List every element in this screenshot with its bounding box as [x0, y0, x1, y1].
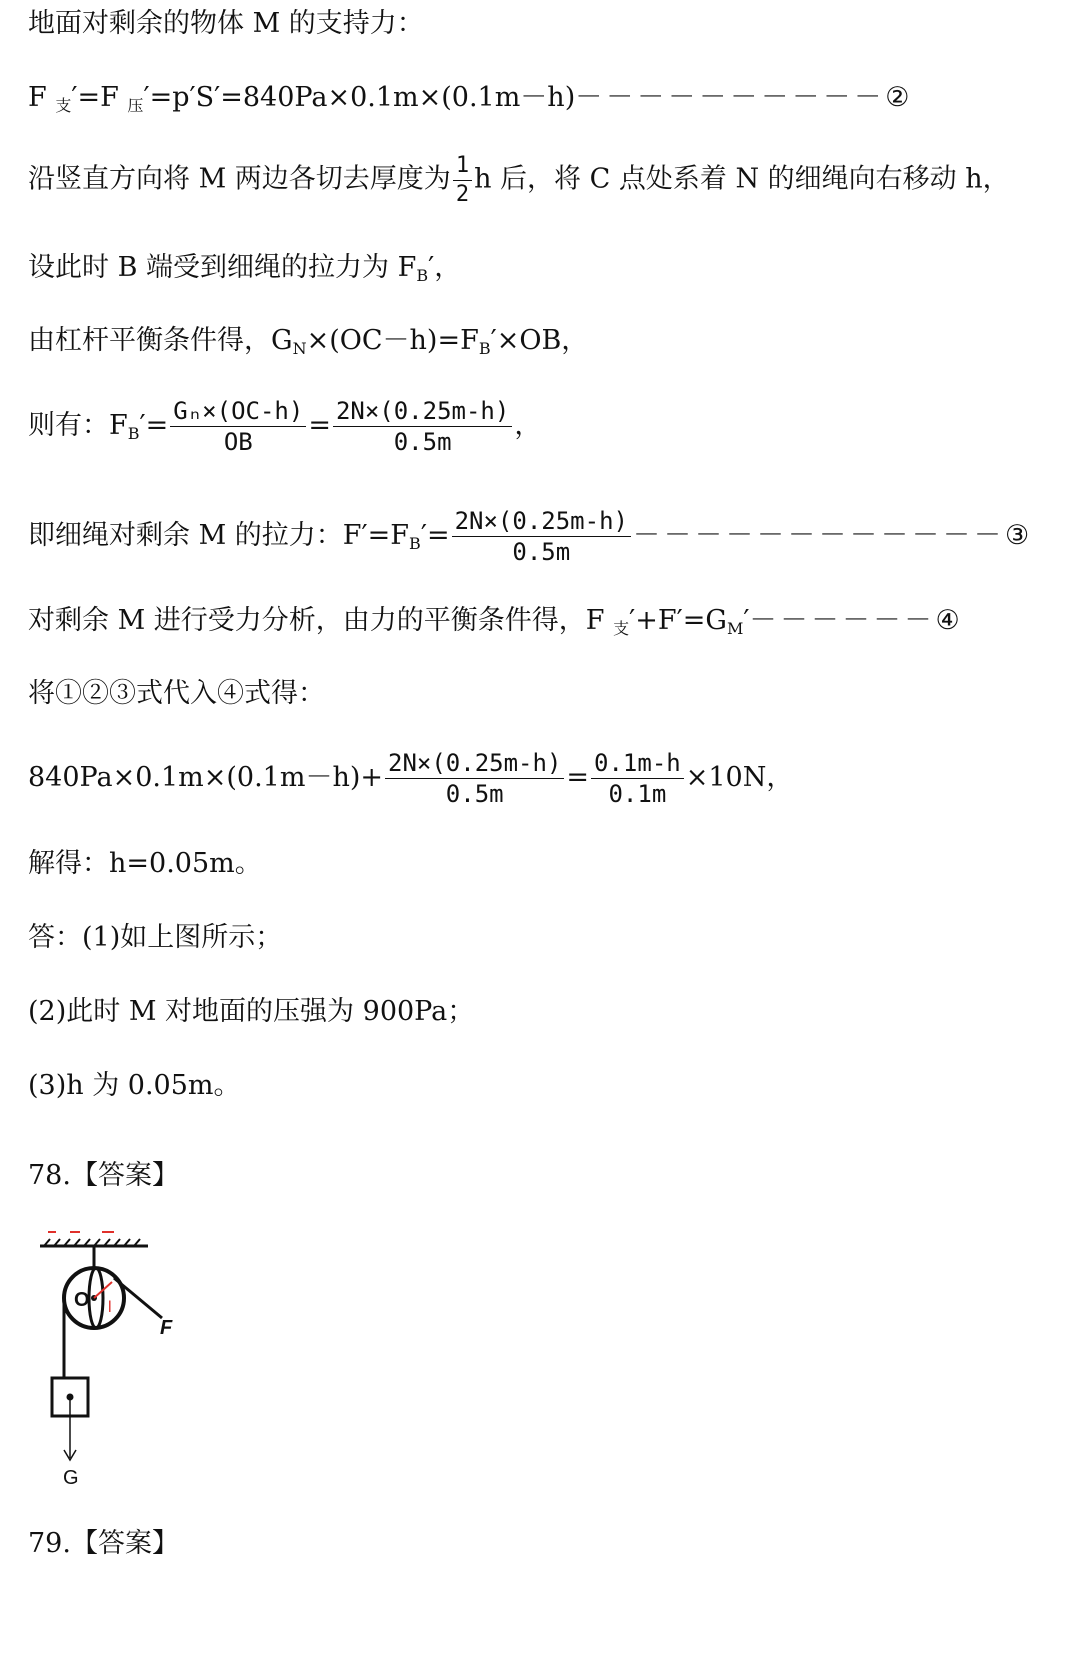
- lever-sub-n: N: [292, 339, 307, 358]
- eq4-number: ④: [935, 605, 960, 636]
- equation-2: [28, 82, 909, 115]
- eq3-number: ③: [1004, 520, 1030, 551]
- label-o: O: [74, 1289, 90, 1311]
- eq3-sub-b: B: [409, 534, 421, 553]
- eq4-part-b: ′+F′=G: [629, 605, 727, 636]
- eq4-sub-zhi: 支: [613, 619, 630, 638]
- eq4-part-c: ′: [743, 605, 750, 636]
- eq2-sub-ya: 压: [127, 96, 144, 115]
- fraction-half: [453, 152, 472, 208]
- label-l: l: [108, 1299, 112, 1316]
- pulley-diagram: [30, 1222, 200, 1492]
- fbeq-part-b: ′=: [139, 410, 169, 441]
- eq2-part-a: F: [28, 82, 56, 113]
- fraction-comb-1: [385, 748, 564, 809]
- eq4-dashes: －－－－－－: [749, 605, 936, 636]
- fraction-half-den: 2: [455, 181, 470, 207]
- fraction-eq3-den: 0.5m: [512, 538, 571, 566]
- comb-equals: =: [566, 762, 590, 793]
- eq4-sub-m: M: [726, 619, 744, 638]
- lever-part-b: ×(OC－h)=F: [306, 325, 479, 356]
- eq2-dashes: －－－－－－－－－－: [575, 82, 886, 113]
- heading-answer-78: 78.【答案】: [28, 1160, 179, 1191]
- fraction-comb-1-num: 2N×(0.25m-h): [385, 748, 564, 779]
- text-answer-2: (2)此时 M 对地面的压强为 900Pa；: [28, 996, 475, 1027]
- fraction-gn-oc-den: OB: [223, 428, 253, 456]
- text-support-force-heading: 地面对剩余的物体 M 的支持力：: [28, 8, 424, 39]
- equation-4: [28, 605, 960, 638]
- equation-fb: [28, 396, 541, 457]
- fbeq-equals: =: [308, 410, 331, 441]
- text-solution: 解得：h=0.05m。: [28, 848, 262, 879]
- lever-part-a: 由杠杆平衡条件得，G: [28, 325, 293, 356]
- eq2-part-b: ′=F: [71, 82, 128, 113]
- fb-part-a: 设此时 B 端受到细绳的拉力为 F: [28, 252, 417, 283]
- fraction-gn-oc-num: Gₙ×(OC-h): [170, 396, 306, 427]
- fb-sub-b: B: [416, 266, 429, 285]
- eq2-sub-zhi: 支: [55, 96, 72, 115]
- text-substitute: 将①②③式代入④式得：: [28, 678, 325, 709]
- fbeq-end: ，: [514, 410, 542, 441]
- text-lever-balance: [28, 325, 588, 358]
- comb-part-b: ×10N，: [685, 762, 794, 793]
- lever-part-c: ′×OB，: [490, 325, 589, 356]
- eq3-part-b: ′=: [420, 520, 450, 551]
- fb-part-b: ′，: [428, 252, 462, 283]
- eq2-part-c: ′=p′S′=840Pa×0.1m×(0.1m－h): [143, 82, 576, 113]
- eq3-part-a: 即细绳对剩余 M 的拉力：F′=F: [28, 520, 410, 551]
- equation-3: [28, 506, 1029, 567]
- fraction-2n-den: 0.5m: [393, 428, 452, 456]
- fraction-half-num: 1: [453, 152, 472, 181]
- lever-sub-b: B: [478, 339, 491, 358]
- fraction-2n-num: 2N×(0.25m-h): [333, 396, 512, 427]
- cut-part-b: h 后，将 C 点处系着 N 的细绳向右移动 h，: [474, 163, 1010, 195]
- fraction-comb-1-den: 0.5m: [445, 780, 504, 808]
- fbeq-part-a: 则有：F: [28, 410, 128, 441]
- fraction-comb-2: [591, 748, 684, 809]
- fraction-gn-oc: [170, 396, 306, 457]
- text-answer-3: (3)h 为 0.05m。: [28, 1070, 241, 1101]
- equation-combined: [28, 748, 793, 809]
- fbeq-sub-b: B: [127, 424, 140, 443]
- eq4-part-a: 对剩余 M 进行受力分析，由力的平衡条件得，F: [28, 605, 614, 636]
- heading-answer-79: 79.【答案】: [28, 1528, 179, 1559]
- fraction-comb-2-num: 0.1m-h: [591, 748, 684, 779]
- fraction-2n: [333, 396, 512, 457]
- text-answer-1: 答：(1)如上图所示；: [28, 922, 283, 953]
- fraction-comb-2-den: 0.1m: [608, 780, 667, 808]
- eq3-dashes: －－－－－－－－－－－－: [632, 520, 1005, 551]
- eq2-number: ②: [885, 82, 910, 113]
- fraction-eq3: [452, 506, 631, 567]
- label-f: F: [160, 1317, 173, 1339]
- text-cut-description: [28, 152, 1010, 208]
- fraction-eq3-num: 2N×(0.25m-h): [452, 506, 631, 537]
- cut-part-a: 沿竖直方向将 M 两边各切去厚度为: [28, 163, 451, 195]
- comb-part-a: 840Pa×0.1m×(0.1m－h)+: [28, 762, 383, 793]
- label-g: G: [63, 1467, 79, 1489]
- text-fb-definition: [28, 252, 461, 285]
